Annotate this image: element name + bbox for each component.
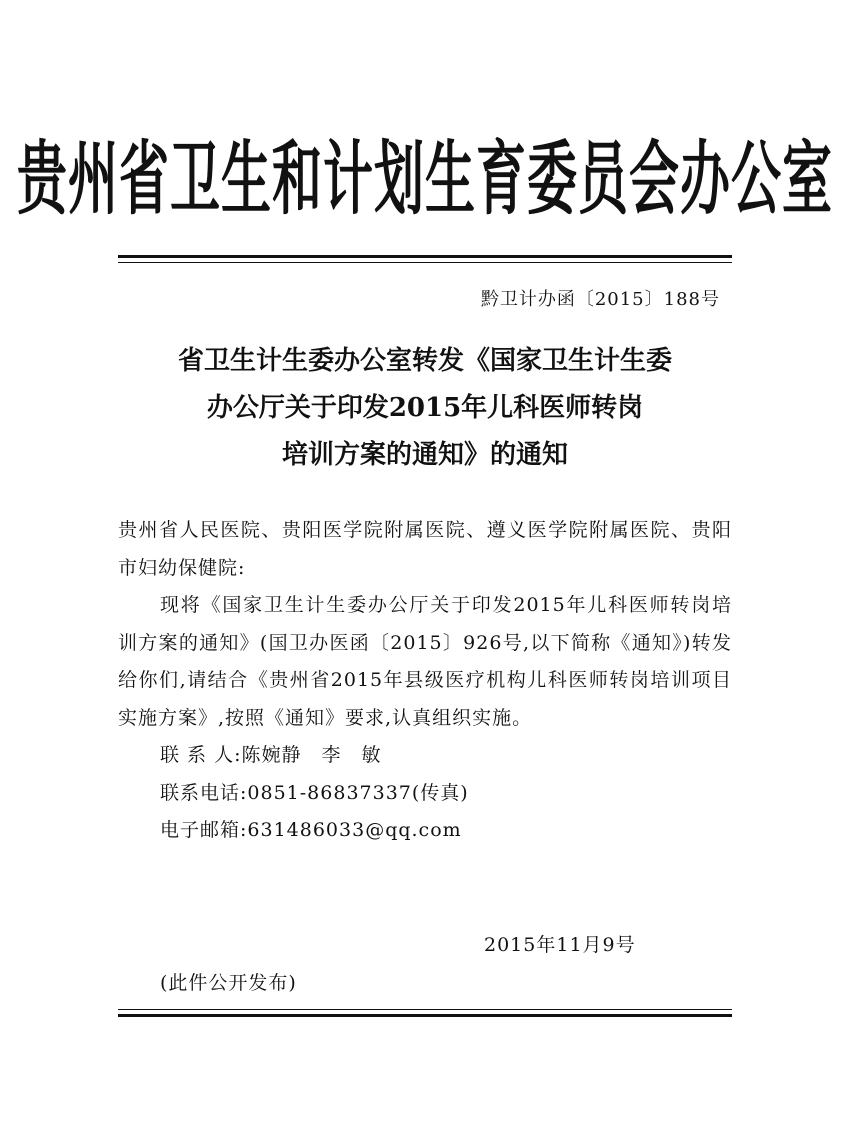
document-title: [118, 338, 732, 479]
addressee: 贵州省人民医院、贵阳医学院附属医院、遵义医学院附属医院、贵阳市妇幼保健院:: [118, 519, 732, 579]
footer-rule-thick: [118, 1014, 732, 1017]
title-line: 培训方案的通知》的通知: [281, 440, 568, 470]
document-body: [118, 512, 732, 850]
masthead-text: 贵州省卫生和计划生育委员会办公室: [17, 131, 833, 226]
body-paragraph: 现将《国家卫生计生委办公厅关于印发2015年儿科医师转岗培训方案的通知》(国卫办医函〔2015〕926号,以下简称《通知》)转发给你们,请结合《贵州省2015年县级医疗机构儿科医师转岗培训项目实施方案》,按照《通知》要求,认真组织实施。: [118, 594, 732, 729]
title-line: 省卫生计生委办公室转发《国家卫生计生委: [177, 346, 672, 376]
footer-rule-thin: [118, 1009, 732, 1010]
contact-email: 电子邮箱:631486033@qq.com: [160, 819, 462, 841]
document-number: 黔卫计办函〔2015〕188号: [480, 289, 720, 310]
contact-person: 联 系 人:陈婉静 李 敏: [160, 744, 382, 766]
header-rule-thick: [118, 255, 732, 258]
contact-phone: 联系电话:0851-86837337(传真): [160, 781, 469, 804]
issue-date: 2015年11月9号: [484, 934, 636, 956]
publish-note: (此件公开发布): [160, 972, 297, 994]
header-rule-thin: [118, 262, 732, 263]
masthead: [17, 118, 833, 228]
title-line: 办公厅关于印发2015年儿科医师转岗: [206, 393, 644, 423]
